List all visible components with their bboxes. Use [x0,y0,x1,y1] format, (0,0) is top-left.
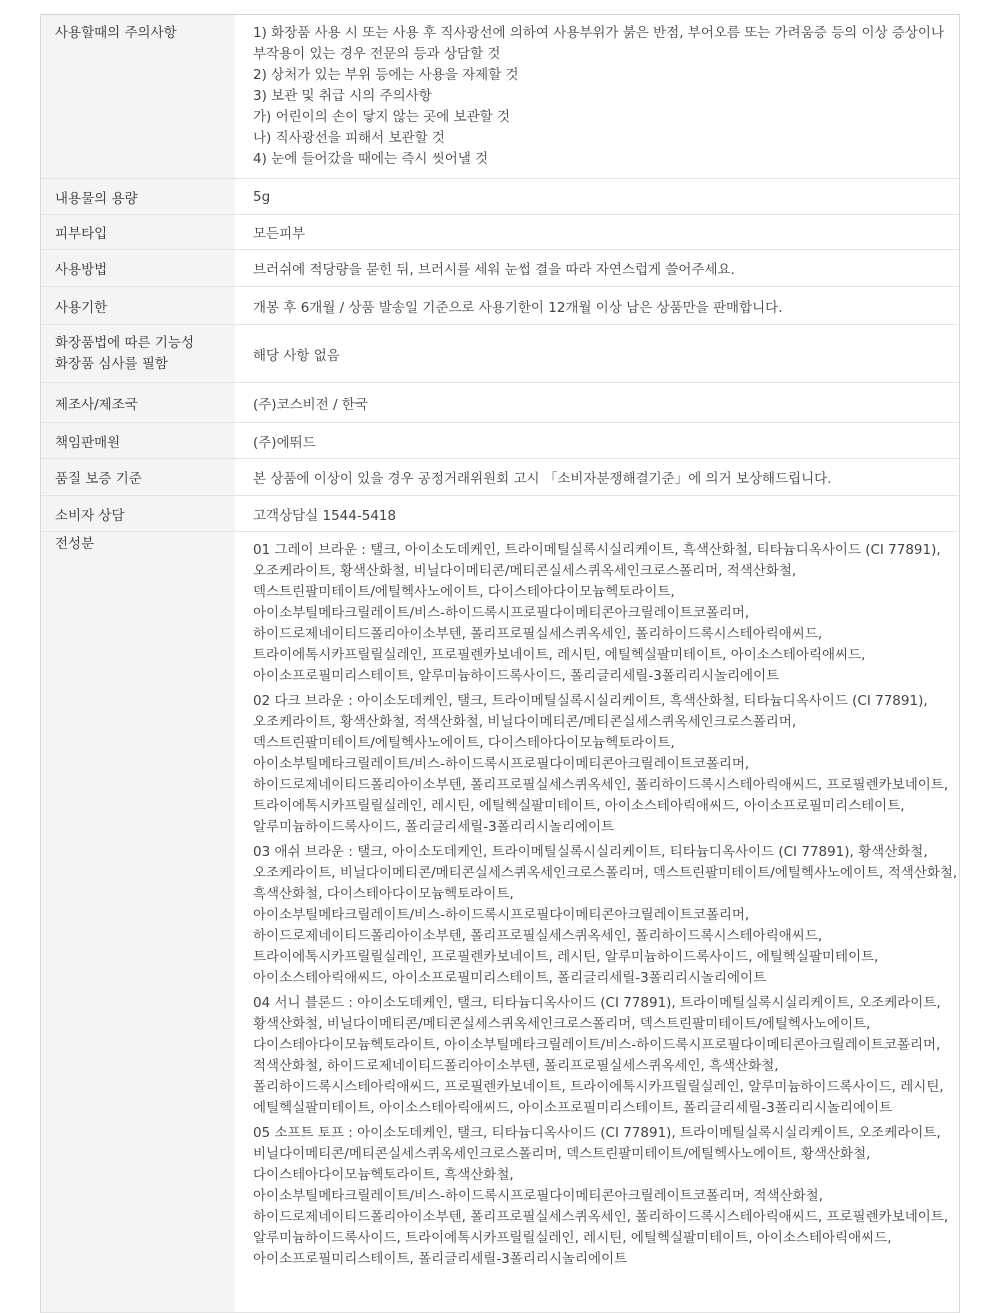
info-value [235,423,959,458]
info-value-text [253,189,270,205]
info-value [235,383,959,422]
ingredient-block [253,842,959,989]
ingredient-line: 트라이에톡시카프릴릴실레인, 프로필렌카보네이트, 레시틴, 알루미늄하이드록사이드, 에틸헥실팔미테이트, [253,949,879,965]
info-value-line: 본 상품에 이상이 있을 경우 공정거래위원회 고시 「소비자분쟁해결기준」에 의거 보상해드립니다. [253,471,832,487]
ingredient-line: 폴리하이드록시스테아릭애씨드, 프로필렌카보네이트, 트라이에톡시카프릴릴실레인, 알루미늄하이드록사이드, 레시틴, [253,1079,944,1095]
ingredient-line: 오조케라이트, 황색산화철, 비닐다이메티콘/메티콘실세스퀴옥세인크로스폴리머, 적색산화철, [253,563,797,579]
info-value-line: 나) 직사광선을 피해서 보관할 것 [253,130,445,146]
ingredient-line: 아이소스테아릭애씨드, 아이소프로필미리스테이트, 폴리글리세릴-3폴리리시놀리에이트 [253,970,767,986]
info-label-line: 사용방법 [55,262,108,278]
info-value-line: 모든피부 [253,226,306,242]
ingredient-block [253,540,959,687]
info-label-line: 화장품 심사를 필함 [55,355,168,372]
ingredient-line: 아이소부틸메타크릴레이트/비스-하이드록시프로필다이메티콘아크릴레이트코폴리머, [253,756,750,772]
info-value-text [253,431,316,451]
info-value [235,325,959,382]
info-value [235,179,959,214]
info-value-text [253,393,368,413]
info-label-line: 내용물의 용량 [55,190,138,207]
ingredients-value [235,532,959,1312]
info-value [235,215,959,249]
ingredient-line: 아이소부틸메타크릴레이트/비스-하이드록시프로필다이메티콘아크릴레이트코폴리머, [253,605,750,621]
info-label-line: 품질 보증 기준 [55,471,142,487]
info-label-text [55,222,107,242]
info-row [41,15,959,179]
ingredient-line: 트라이에톡시카프릴릴실레인, 레시틴, 에틸헥실팔미테이트, 아이소스테아릭애씨드, 아이소프로필미리스테이트, [253,798,905,814]
info-value-line: 1) 화장품 사용 시 또는 사용 후 직사광선에 의하여 사용부위가 붉은 반점, 부어오름 또는 가려움증 등의 이상 증상이나 [253,25,944,41]
info-value [235,496,959,531]
info-label-line: 화장품법에 따른 기능성 [55,334,194,351]
info-value-line: (주)에뛰드 [253,434,316,451]
ingredient-line: 알루미늄하이드록사이드, 폴리글리세릴-3폴리리시놀리에이트 [253,819,615,835]
info-label-text [55,333,194,375]
ingredient-line: 다이스테아다이모늄헥토라이트, 흑색산화철, [253,1167,514,1183]
info-label [41,383,235,422]
info-row [41,496,959,532]
info-value-line: 개봉 후 6개월 / 상품 발송일 기준으로 사용기한이 12개월 이상 남은 상품만을 판매합니다. [253,299,783,316]
ingredient-line: 덱스트린팔미테이트/에틸헥사노에이트, 다이스테아다이모늄헥토라이트, [253,584,675,600]
ingredient-line: 덱스트린팔미테이트/에틸헥사노에이트, 다이스테아다이모늄헥토라이트, [253,735,675,751]
ingredient-line: 오조케라이트, 비닐다이메티콘/메티콘실세스퀴옥세인크로스폴리머, 덱스트린팔미테이트/에틸헥사노에이트, 적색산화철, [253,865,958,881]
info-value-line: 부작용이 있는 경우 전문의 등과 상담할 것 [253,46,501,62]
ingredient-line: 아이소프로필미리스테이트, 알루미늄하이드록사이드, 폴리글리세릴-3폴리리시놀리에이트 [253,668,780,684]
info-value-text [253,344,340,364]
info-label-text [55,296,107,316]
ingredient-line: 04 서니 블론드 : 아이소도데케인, 탤크, 티타늄디옥사이드 (CI 77891), 트라이메틸실록시실리케이트, 오조케라이트, [253,995,941,1011]
info-value-text [253,467,832,487]
info-label [41,287,235,324]
ingredient-line: 에틸헥실팔미테이트, 아이소스테아릭애씨드, 아이소프로필미리스테이트, 폴리글리세릴-3폴리리시놀리에이트 [253,1100,893,1116]
info-label-text [55,431,120,451]
ingredient-line: 05 소프트 토프 : 아이소도데케인, 탤크, 티타늄디옥사이드 (CI 77891), 트라이메틸실록시실리케이트, 오조케라이트, [253,1125,941,1141]
info-value-line: (주)코스비전 / 한국 [253,396,368,413]
ingredient-line: 01 그레이 브라운 : 탤크, 아이소도데케인, 트라이메틸실록시실리케이트, 흑색산화철, 티타늄디옥사이드 (CI 77891), [253,542,941,558]
info-value-line: 고객상담실 1544-5418 [253,507,397,524]
info-label [41,459,235,495]
info-value-line: 4) 눈에 들어갔을 때에는 즉시 씻어낼 것 [253,151,489,167]
info-value [235,459,959,495]
info-label-text [55,467,142,487]
info-value-text [253,504,396,524]
info-row [41,215,959,250]
ingredient-line: 하이드로제네이티드폴리아이소부텐, 폴리프로필실세스퀴옥세인, 폴리하이드록시스테아릭애씨드, 프로필렌카보네이트, [253,1209,949,1225]
info-label-text [55,504,125,524]
ingredient-block [253,993,959,1119]
ingredient-line: 오조케라이트, 황색산화철, 적색산화철, 비닐다이메티콘/메티콘실세스퀴옥세인크로스폴리머, [253,714,797,730]
info-label [41,325,235,382]
info-row [41,179,959,215]
ingredient-line: 황색산화철, 비닐다이메티콘/메티콘실세스퀴옥세인크로스폴리머, 덱스트린팔미테이트/에틸헥사노에이트, [253,1016,871,1032]
info-row [41,250,959,287]
ingredient-line: 아이소부틸메타크릴레이트/비스-하이드록시프로필다이메티콘아크릴레이트코폴리머, 적색산화철, [253,1188,824,1204]
ingredients-row [41,532,959,1313]
ingredient-line: 적색산화철, 하이드로제네이티드폴리아이소부텐, 폴리프로필실세스퀴옥세인, 흑색산화철, [253,1058,779,1074]
info-value [235,287,959,324]
info-label [41,215,235,249]
ingredient-block [253,691,959,838]
ingredient-line: 03 애쉬 브라운 : 탤크, 아이소도데케인, 트라이메틸실록시실리케이트, 티타늄디옥사이드 (CI 77891), 황색산화철, [253,844,928,860]
info-row [41,423,959,459]
info-value-line: 2) 상처가 있는 부위 등에는 사용을 자제할 것 [253,67,519,83]
info-label-line: 사용기한 [55,299,108,316]
info-value-line: 해당 사항 없음 [253,347,340,364]
info-label-line: 책임판매원 [55,434,121,451]
info-label-line: 사용할때의 주의사항 [55,25,177,41]
ingredient-line: 아이소프로필미리스테이트, 폴리글리세릴-3폴리리시놀리에이트 [253,1251,628,1267]
product-info-table [40,14,960,1313]
info-label [41,15,235,178]
info-value-line: 5g [253,188,271,205]
info-label-line: 제조사/제조국 [55,396,138,413]
info-value-line: 3) 보관 및 취급 시의 주의사항 [253,88,432,104]
info-value-text [253,222,305,242]
info-label-text [55,258,107,278]
ingredients-label: 전성분 [41,532,235,1312]
info-label [41,179,235,214]
info-value [235,15,959,178]
info-value-text [253,23,959,170]
ingredient-line: 하이드로제네이티드폴리아이소부텐, 폴리프로필실세스퀴옥세인, 폴리하이드록시스테아릭애씨드, 프로필렌카보네이트, [253,777,949,793]
info-label-line: 피부타입 [55,226,108,242]
ingredient-line: 02 다크 브라운 : 아이소도데케인, 탤크, 트라이메틸실록시실리케이트, 흑색산화철, 티타늄디옥사이드 (CI 77891), [253,693,928,709]
info-value-line: 가) 어린이의 손이 닿지 않는 곳에 보관할 것 [253,109,511,125]
ingredient-line: 트라이에톡시카프릴릴실레인, 프로필렌카보네이트, 레시틴, 에틸헥실팔미테이트, 아이소스테아릭애씨드, [253,647,866,663]
info-label [41,496,235,531]
info-value-line: 브러쉬에 적당량을 묻힌 뒤, 브러시를 세워 눈썹 결을 따라 자연스럽게 쓸어주세요. [253,262,735,278]
info-label-text [55,187,138,207]
ingredient-block [253,1123,959,1270]
info-label-text [55,393,138,413]
info-row [41,325,959,383]
ingredient-line: 하이드로제네이티드폴리아이소부텐, 폴리프로필실세스퀴옥세인, 폴리하이드록시스테아릭애씨드, [253,928,823,944]
info-row [41,383,959,423]
info-value [235,250,959,286]
ingredient-line: 알루미늄하이드록사이드, 트라이에톡시카프릴릴실레인, 레시틴, 에틸헥실팔미테이트, 아이소스테아릭애씨드, [253,1230,892,1246]
info-value-text [253,258,735,278]
info-label-line: 소비자 상담 [55,507,125,524]
ingredient-line: 다이스테아다이모늄헥토라이트, 아이소부틸메타크릴레이트/비스-하이드록시프로필다이메티콘아크릴레이트코폴리머, [253,1037,941,1053]
info-label [41,250,235,286]
info-row [41,287,959,325]
ingredient-line: 흑색산화철, 다이스테아다이모늄헥토라이트, [253,886,514,902]
ingredient-line: 하이드로제네이티드폴리아이소부텐, 폴리프로필실세스퀴옥세인, 폴리하이드록시스테아릭애씨드, [253,626,823,642]
info-row [41,459,959,496]
info-label-text [55,23,235,44]
ingredient-line: 비닐다이메티콘/메티콘실세스퀴옥세인크로스폴리머, 덱스트린팔미테이트/에틸헥사노에이트, 황색산화철, [253,1146,871,1162]
info-label [41,423,235,458]
info-value-text [253,296,783,316]
ingredient-line: 아이소부틸메타크릴레이트/비스-하이드록시프로필다이메티콘아크릴레이트코폴리머, [253,907,750,923]
